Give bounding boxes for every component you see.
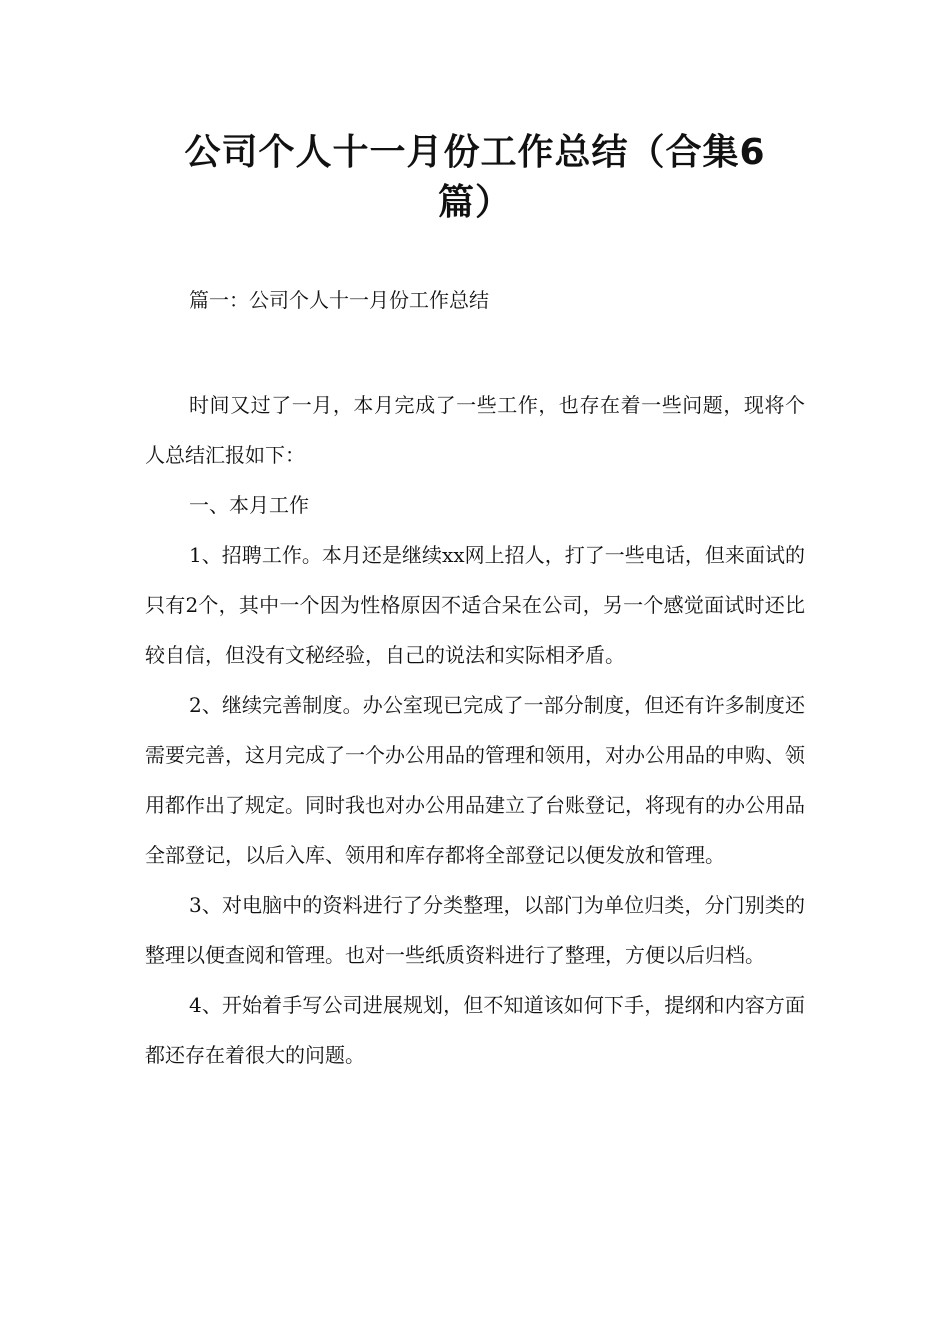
document-title — [120, 128, 830, 228]
paragraph-item-3: 3、对电脑中的资料进行了分类整理，以部门为单位归类，分门别类的整理以便查阅和管理。也对一些纸质资料进行了整理，方便以后归档。 — [145, 893, 805, 967]
paragraph-subheading: 一、本月工作 — [189, 493, 309, 517]
paragraph-item-1: 1、招聘工作。本月还是继续xx网上招人，打了一些电话，但来面试的只有2个，其中一个因为性格原因不适合呆在公司，另一个感觉面试时还比较自信，但没有文秘经验，自己的说法和实际相矛盾。 — [145, 543, 805, 667]
paragraph-item-2: 2、继续完善制度。办公室现已完成了一部分制度，但还有许多制度还需要完善，这月完成了一个办公用品的管理和领用，对办公用品的申购、领用都作出了规定。同时我也对办公用品建立了台账登记，将现有的办公用品全部登记，以后入库、领用和库存都将全部登记以便发放和管理。 — [145, 693, 805, 867]
document-body — [145, 380, 805, 1080]
paragraph-intro: 时间又过了一月，本月完成了一些工作，也存在着一些问题，现将个人总结汇报如下： — [145, 393, 805, 467]
title-line-1: 公司个人十一月份工作总结（合集6 — [184, 132, 766, 173]
section-heading: 篇一：公司个人十一月份工作总结 — [189, 288, 489, 312]
paragraph-item-4: 4、开始着手写公司进展规划，但不知道该如何下手，提纲和内容方面都还存在着很大的问题。 — [145, 993, 805, 1067]
title-line-2: 篇） — [437, 182, 512, 223]
